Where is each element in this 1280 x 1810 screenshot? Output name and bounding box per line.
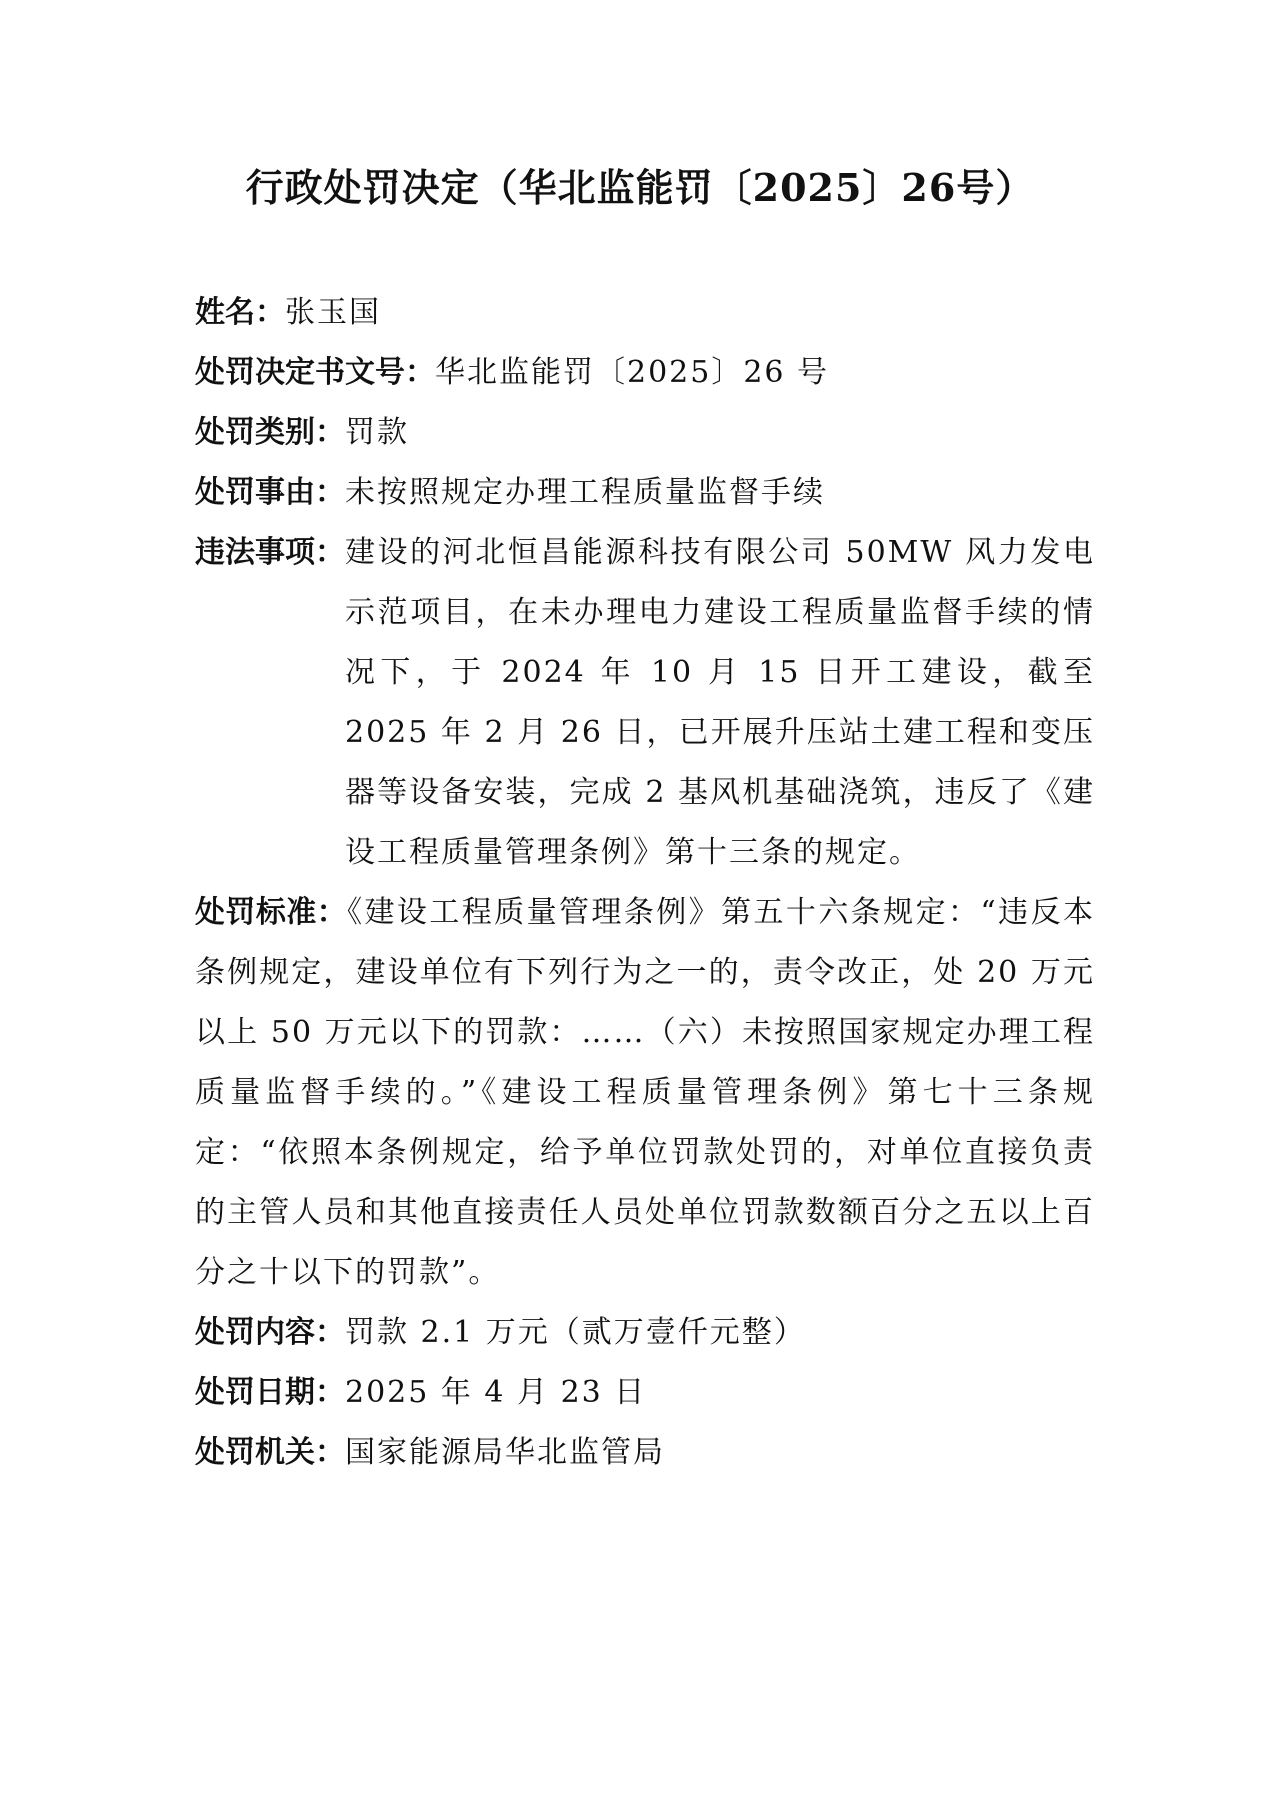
field-violation (195, 523, 1095, 883)
field-violation-label: 违法事项： (195, 535, 345, 570)
field-date-label: 处罚日期： (195, 1375, 345, 1410)
field-content-value: 罚款 2.1 万元（贰万壹仟元整） (345, 1315, 806, 1350)
field-date-value: 2025 年 4 月 23 日 (345, 1375, 647, 1410)
field-name-value: 张玉国 (285, 295, 381, 330)
field-category (195, 403, 1095, 463)
field-name-label: 姓名： (195, 295, 285, 330)
field-authority-value: 国家能源局华北监管局 (345, 1435, 665, 1470)
field-authority (195, 1423, 1095, 1483)
field-standard-value: 《建设工程质量管理条例》第五十六条规定：“违反本条例规定，建设单位有下列行为之一的，责令改正，处 20 万元以上 50 万元以下的罚款：……（六）未按照国家规定办理工程质量监督手续的。”《建设工程质量管理条例》第七十三条规定：“依照本条例规定，给予单位罚款处罚的，对单位直接负责的主管人员和其他直接责任人员处单位罚款数额百分之五以上百分之十以下的罚款”。 (195, 895, 1096, 1290)
field-content (195, 1303, 1095, 1363)
field-reason-label: 处罚事由： (195, 475, 345, 510)
field-doc-no-label: 处罚决定书文号： (195, 355, 435, 390)
field-doc-no (195, 343, 1095, 403)
field-name (195, 283, 1095, 343)
document-body (195, 283, 1095, 1483)
field-reason (195, 463, 1095, 523)
field-authority-label: 处罚机关： (195, 1435, 345, 1470)
field-content-label: 处罚内容： (195, 1315, 345, 1350)
field-doc-no-value: 华北监能罚〔2025〕26 号 (435, 355, 830, 390)
field-category-value: 罚款 (345, 415, 409, 450)
field-standard (195, 883, 1095, 1303)
field-category-label: 处罚类别： (195, 415, 345, 450)
field-standard-label: 处罚标准： (195, 895, 348, 930)
field-violation-value: 建设的河北恒昌能源科技有限公司 50MW 风力发电示范项目，在未办理电力建设工程质量监督手续的情况下，于 2024 年 10 月 15 日开工建设，截至 2025 年 2 月 26 日，已开展升压站土建工程和变压器等设备安装，完成 2 基风机基础浇筑，违反了《建设工程质量管理条例》第十三条的规定。 (345, 535, 1095, 870)
document-title: 行政处罚决定（华北监能罚〔2025〕26号） (245, 165, 1035, 210)
field-date (195, 1363, 1095, 1423)
field-reason-value: 未按照规定办理工程质量监督手续 (345, 475, 825, 510)
